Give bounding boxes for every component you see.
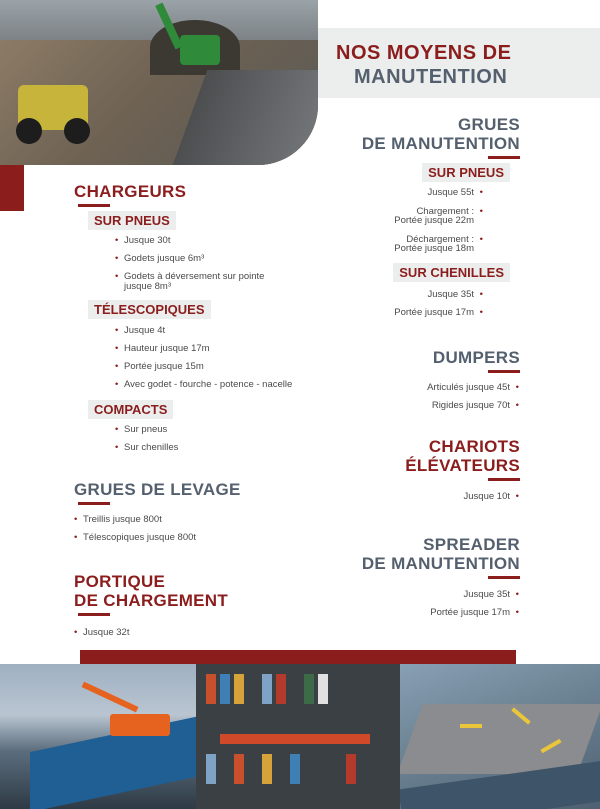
list-item-cont: Portée jusque 22m [394, 215, 474, 226]
heading-portique-1: PORTIQUE [74, 572, 166, 591]
page-title-line1: NOS MOYENS DE [336, 42, 512, 64]
list-item: Jusque 35t • [428, 290, 474, 300]
rule [488, 478, 520, 481]
sub-right-sur-pneus: SUR PNEUS [422, 163, 510, 182]
heading-chargeurs: CHARGEURS [74, 182, 187, 201]
list-item: Rigides jusque 70t • [432, 401, 510, 411]
heading-grues-manutention-1: GRUES [458, 115, 520, 134]
list-item: • Sur chenilles [124, 443, 178, 453]
rule [78, 613, 110, 616]
list-item: • Jusque 32t [83, 628, 129, 638]
list-item-cont: jusque 8m³ [124, 281, 171, 292]
list-item: • Télescopiques jusque 800t [83, 533, 196, 543]
rule [488, 576, 520, 579]
rule [488, 156, 520, 159]
rule [78, 502, 110, 505]
photo-container-terminal [196, 664, 400, 809]
heading-grues-levage: GRUES DE LEVAGE [74, 480, 241, 499]
list-item: • Godets à déversement sur pointe [124, 272, 264, 282]
hero-photo-loader-barge [0, 0, 318, 165]
list-item: Jusque 10t • [464, 492, 510, 502]
rule [78, 204, 110, 207]
heading-spreader-2: DE MANUTENTION [361, 554, 520, 573]
list-item: Déchargement : • [406, 235, 474, 245]
page-title-line2: MANUTENTION [354, 66, 508, 88]
heading-spreader-1: SPREADER [423, 535, 520, 554]
sub-compacts: COMPACTS [88, 400, 173, 419]
list-item: Jusque 35t • [464, 590, 510, 600]
sub-right-sur-chenilles: SUR CHENILLES [393, 263, 510, 282]
list-item-cont: Portée jusque 18m [394, 243, 474, 254]
list-item: Portée jusque 17m • [430, 608, 510, 618]
list-item: • Godets jusque 6m³ [124, 254, 204, 264]
heading-portique-2: DE CHARGEMENT [74, 591, 229, 610]
list-item: • Jusque 30t [124, 236, 170, 246]
heading-chariots-1: CHARIOTS [428, 437, 520, 456]
list-item: • Portée jusque 15m [124, 362, 204, 372]
list-item: • Avec godet - fourche - potence - nacelle [124, 380, 292, 390]
list-item: Articulés jusque 45t • [427, 383, 510, 393]
list-item: • Treillis jusque 800t [83, 515, 162, 525]
sub-telescopiques: TÉLESCOPIQUES [88, 300, 211, 319]
accent-bar [0, 165, 24, 211]
heading-grues-manutention-2: DE MANUTENTION [361, 134, 520, 153]
heading-chariots-2: ÉLÉVATEURS [405, 456, 520, 475]
list-item: Portée jusque 17m • [394, 308, 474, 318]
photo-barge-excavator [0, 664, 196, 809]
list-item: Jusque 55t • [428, 188, 474, 198]
list-item: • Jusque 4t [124, 326, 165, 336]
sub-sur-pneus: SUR PNEUS [88, 211, 176, 230]
heading-dumpers: DUMPERS [432, 348, 520, 367]
photo-port-aerial [400, 664, 600, 809]
rule [488, 370, 520, 373]
footer-accent-bar [80, 650, 516, 664]
list-item: Chargement : • [416, 207, 474, 217]
list-item: • Sur pneus [124, 425, 167, 435]
list-item: • Hauteur jusque 17m [124, 344, 210, 354]
